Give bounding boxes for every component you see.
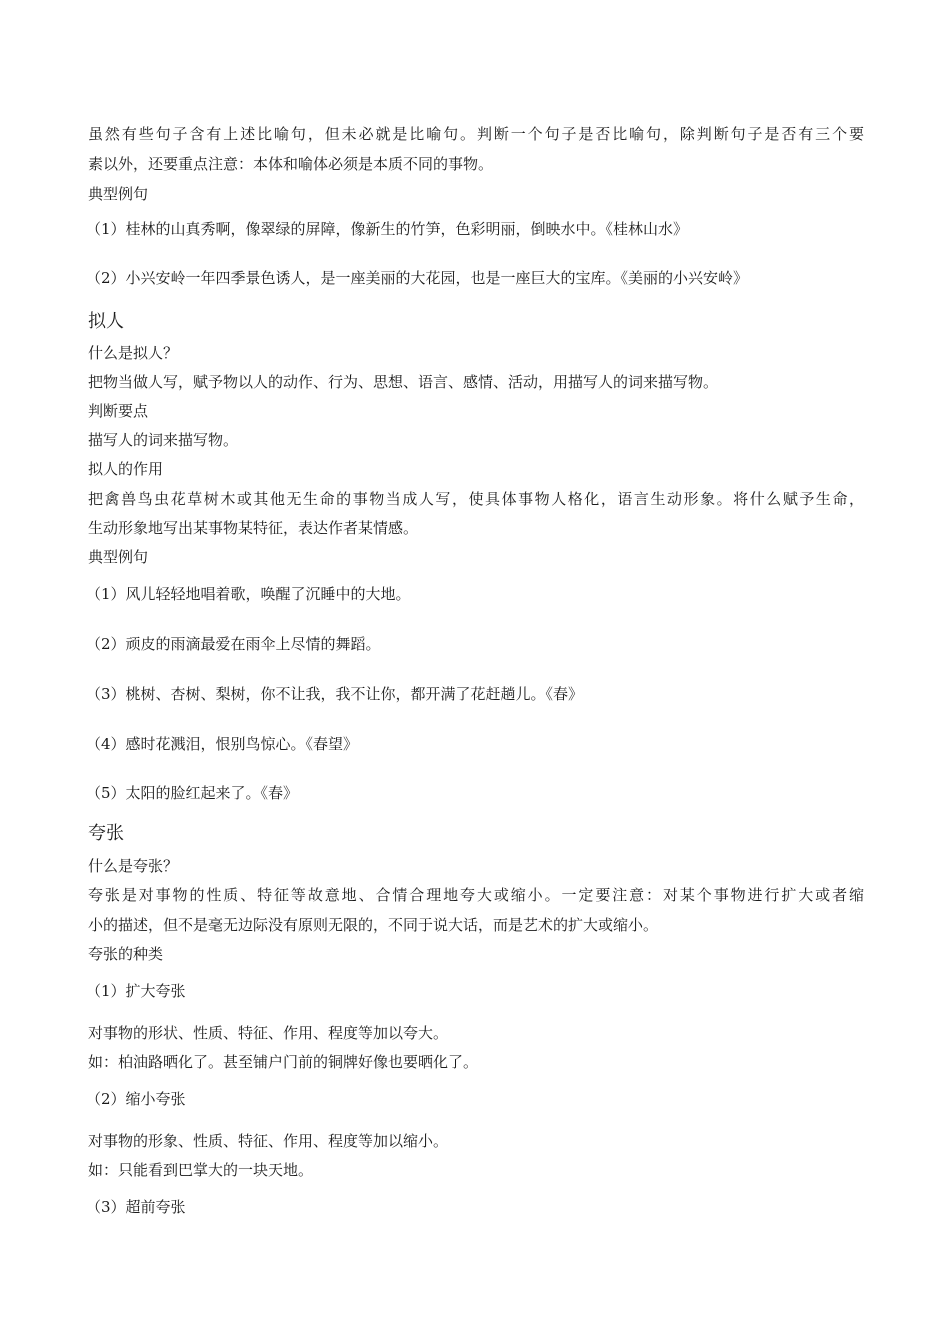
hyperbole-type1-example: 如：柏油路晒化了。甚至铺户门前的铜牌好像也要晒化了。 — [88, 1053, 479, 1071]
personification-what-heading: 什么是拟人？ — [88, 344, 179, 362]
simile-intro-line1: 虽然有些句子含有上述比喻句，但未必就是比喻句。判断一个句子是否比喻句，除判断句子是否有三个要 — [88, 125, 864, 143]
hyperbole-type1-title: （1）扩大夸张 — [86, 982, 186, 1000]
personification-key-heading: 判断要点 — [88, 402, 149, 420]
personification-example-1: （1）风儿轻轻地唱着歌，唤醒了沉睡中的大地。 — [86, 585, 411, 603]
simile-examples-heading: 典型例句 — [88, 185, 149, 203]
hyperbole-types-heading: 夸张的种类 — [88, 945, 164, 963]
simile-example-2: （2）小兴安岭一年四季景色诱人，是一座美丽的大花园，也是一座巨大的宝库。《美丽的小兴安岭》 — [86, 269, 749, 287]
personification-what-text: 把物当做人写，赋予物以人的动作、行为、思想、语言、感情、活动，用描写人的词来描写物。 — [88, 373, 719, 391]
hyperbole-type1-desc: 对事物的形状、性质、特征、作用、程度等加以夸大。 — [88, 1024, 449, 1042]
hyperbole-title: 夸张 — [88, 823, 124, 844]
personification-effect-heading: 拟人的作用 — [88, 460, 164, 478]
personification-title: 拟人 — [88, 311, 124, 332]
personification-examples-heading: 典型例句 — [88, 548, 149, 566]
personification-example-5: （5）太阳的脸红起来了。《春》 — [86, 784, 299, 802]
hyperbole-what-line2: 小的描述，但不是毫无边际没有原则无限的，不同于说大话，而是艺术的扩大或缩小。 — [88, 916, 659, 934]
hyperbole-what-line1: 夸张是对事物的性质、特征等故意地、合情合理地夸大或缩小。一定要注意：对某个事物进行扩大或者缩 — [88, 886, 864, 904]
personification-effect-line2: 生动形象地写出某事物某特征，表达作者某情感。 — [88, 519, 419, 537]
hyperbole-type2-desc: 对事物的形象、性质、特征、作用、程度等加以缩小。 — [88, 1132, 449, 1150]
personification-example-2: （2）顽皮的雨滴最爱在雨伞上尽情的舞蹈。 — [86, 635, 381, 653]
personification-key-text: 描写人的词来描写物。 — [88, 431, 239, 449]
simile-example-1: （1）桂林的山真秀啊，像翠绿的屏障，像新生的竹笋，色彩明丽，倒映水中。《桂林山水》 — [86, 220, 689, 238]
hyperbole-type2-example: 如：只能看到巴掌大的一块天地。 — [88, 1161, 314, 1179]
hyperbole-type2-title: （2）缩小夸张 — [86, 1090, 186, 1108]
personification-example-4: （4）感时花溅泪，恨别鸟惊心。《春望》 — [86, 735, 359, 753]
hyperbole-what-heading: 什么是夸张？ — [88, 857, 179, 875]
hyperbole-type3-title: （3）超前夸张 — [86, 1198, 186, 1216]
personification-effect-line1: 把禽兽鸟虫花草树木或其他无生命的事物当成人写，使具体事物人格化，语言生动形象。将什么赋予生命， — [88, 490, 864, 508]
personification-example-3: （3）桃树、杏树、梨树，你不让我，我不让你，都开满了花赶趟儿。《春》 — [86, 685, 584, 703]
simile-intro-line2: 素以外，还要重点注意：本体和喻体必须是本质不同的事物。 — [88, 155, 494, 173]
